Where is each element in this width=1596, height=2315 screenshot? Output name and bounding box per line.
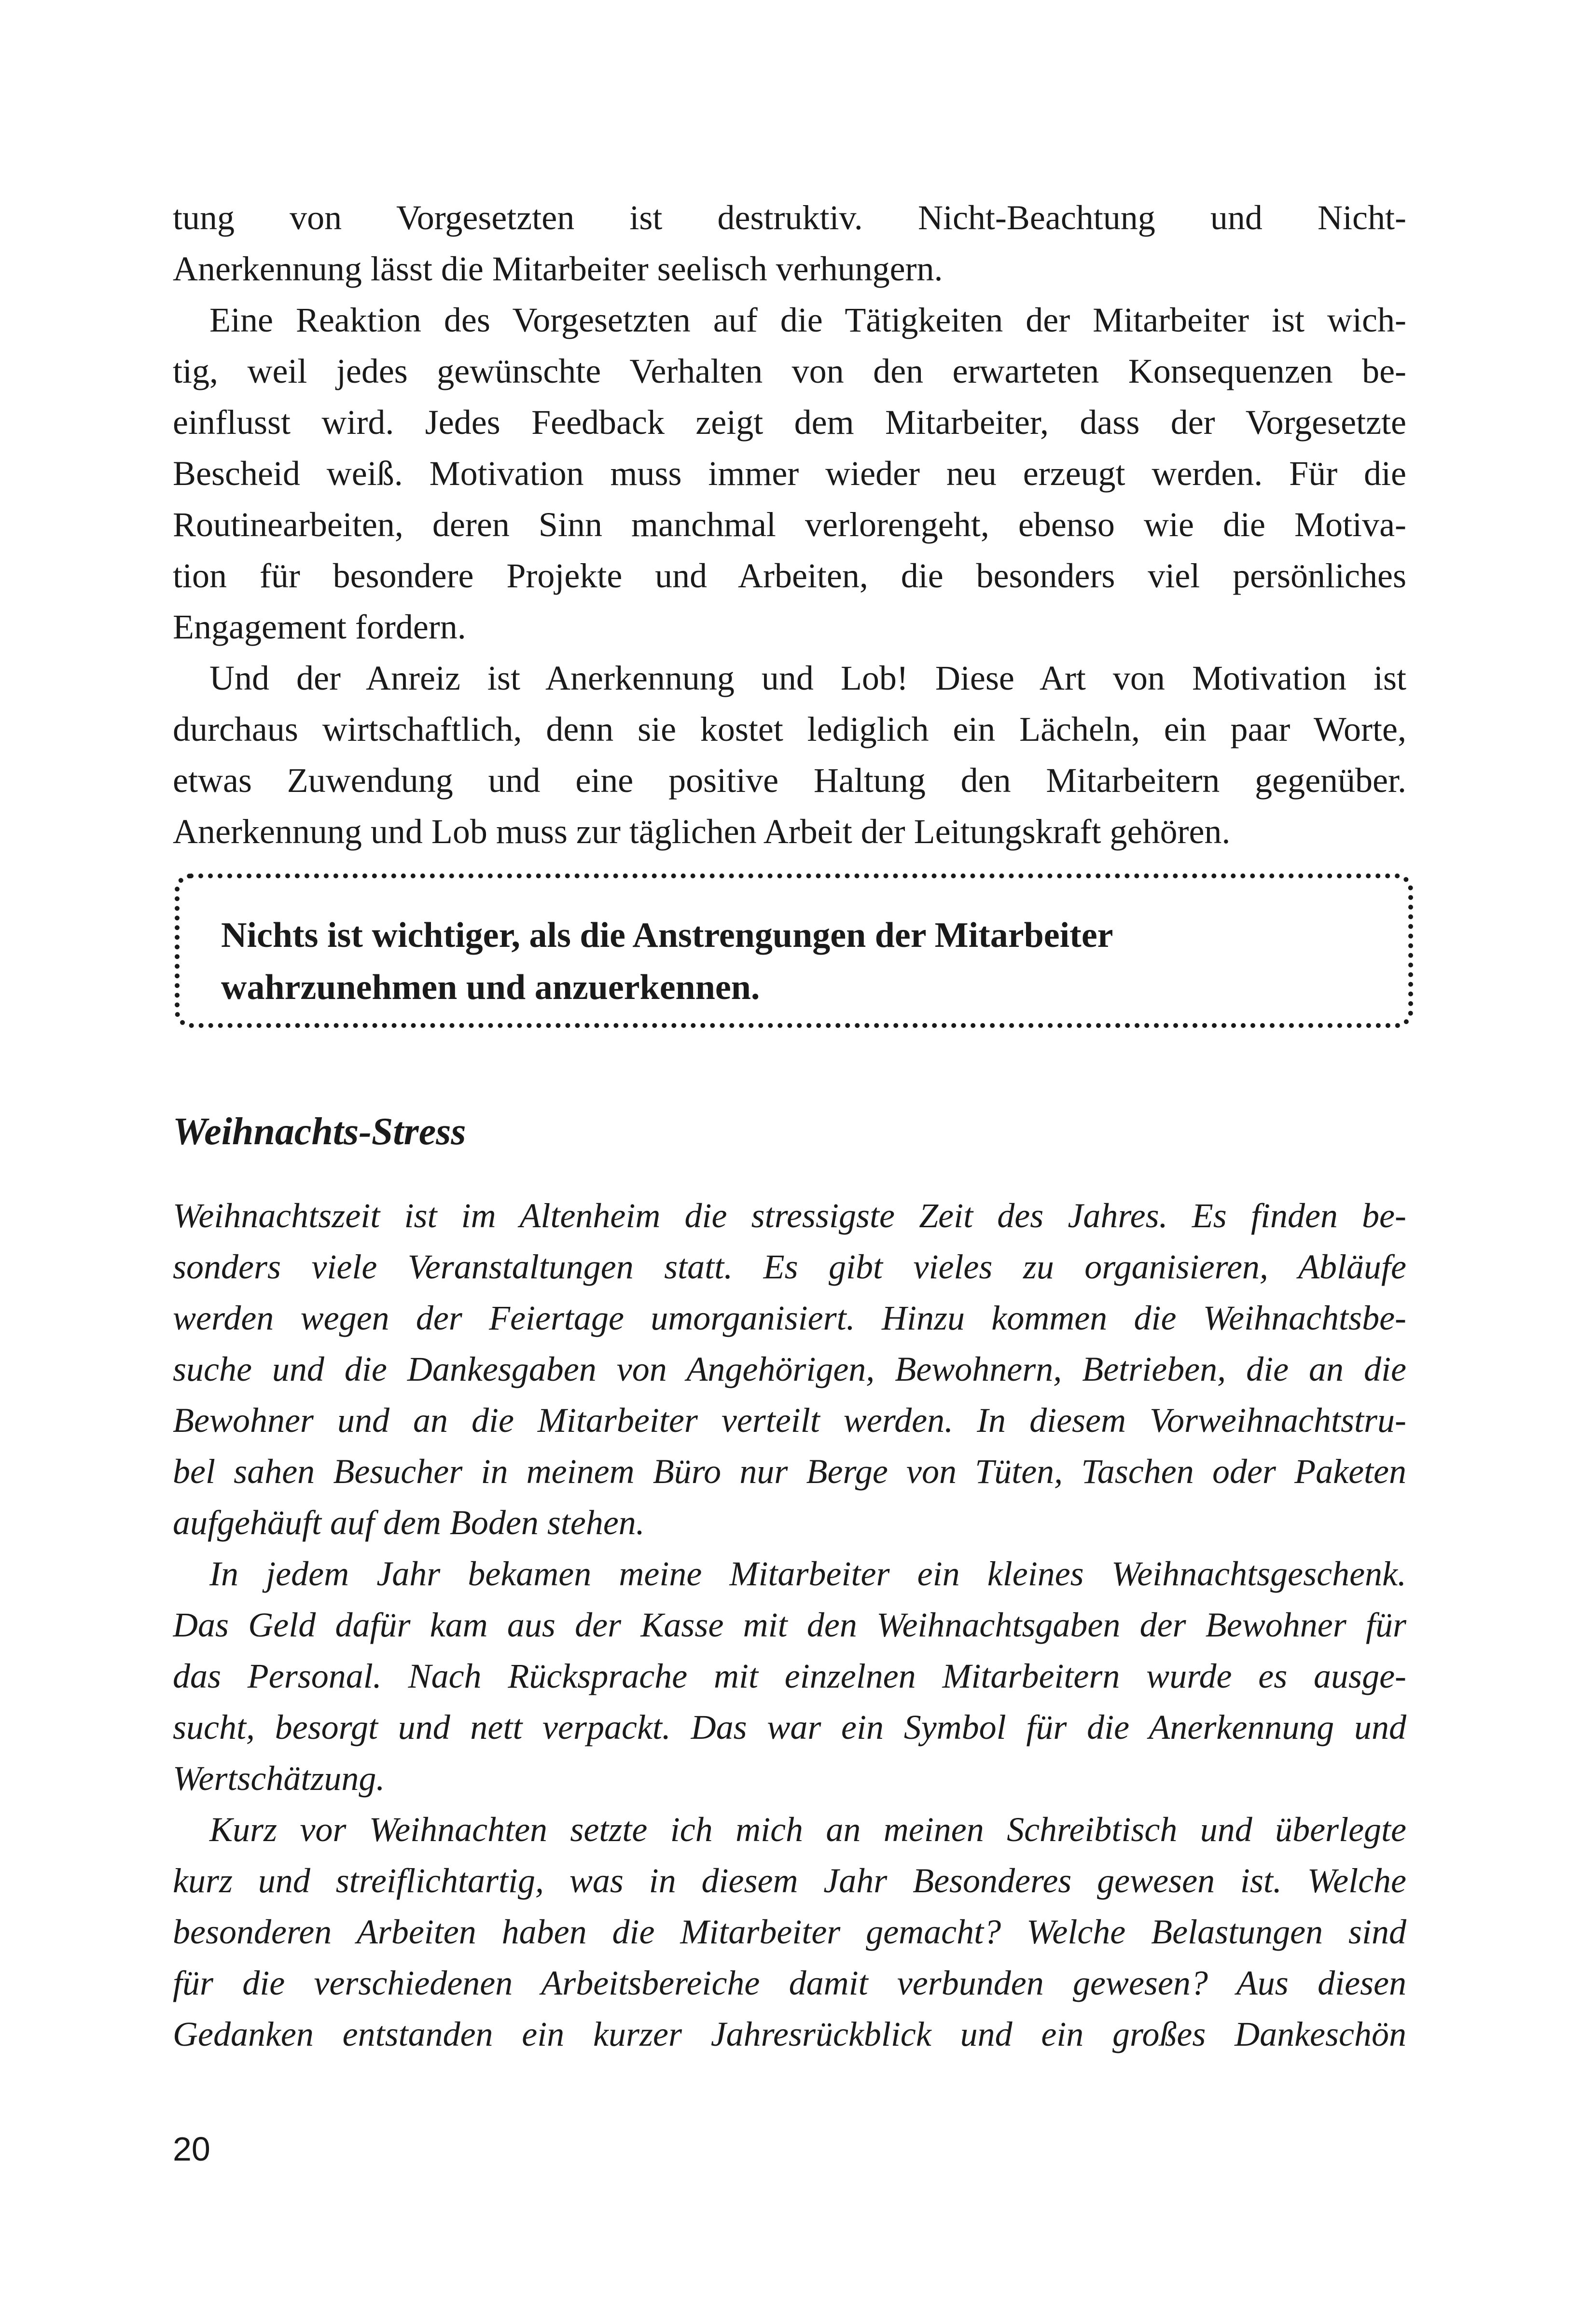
text-line: Und der Anreiz ist Anerkennung und Lob! Diese Art von Motivation ist <box>209 659 1406 697</box>
intro-text <box>173 192 1406 857</box>
text-line: Anerkennung und Lob muss zur täglichen Arbeit der Leitungskraft gehören. <box>173 812 1231 851</box>
text-line: Gedanken entstanden ein kurzer Jahresrückblick und ein großes Dankeschön <box>173 2015 1406 2053</box>
key-message-line: wahrzunehmen und anzuerkennen. <box>221 968 760 1007</box>
text-line: aufgehäuft auf dem Boden stehen. <box>173 1503 645 1542</box>
page-number: 20 <box>173 2130 210 2168</box>
text-line: Eine Reaktion des Vorgesetzten auf die Tätigkeiten der Mitarbeiter ist wich- <box>209 301 1406 339</box>
key-message-box <box>175 873 1413 1028</box>
text-line: etwas Zuwendung und eine positive Haltung den Mitarbeitern gegenüber. <box>173 761 1406 800</box>
text-line: einflusst wird. Jedes Feedback zeigt dem Mitarbeiter, dass der Vorgesetzte <box>173 403 1406 442</box>
section-body <box>173 1190 1406 2060</box>
text-line: Routinearbeiten, deren Sinn manchmal verlorengeht, ebenso wie die Motiva- <box>173 505 1406 544</box>
text-line: tion für besondere Projekte und Arbeiten, die besonders viel persönliches <box>173 556 1406 595</box>
text-line: besonderen Arbeiten haben die Mitarbeiter gemacht? Welche Belastungen sind <box>173 1913 1406 1951</box>
text-line: Weihnachtszeit ist im Altenheim die stressigste Zeit des Jahres. Es finden be- <box>173 1196 1406 1235</box>
section-heading: Weihnachts-Stress <box>173 1110 466 1153</box>
text-line: das Personal. Nach Rücksprache mit einzelnen Mitarbeitern wurde es ausge- <box>173 1657 1406 1695</box>
text-line: werden wegen der Feiertage umorganisiert. Hinzu kommen die Weihnachtsbe- <box>173 1299 1406 1337</box>
text-line: Bewohner und an die Mitarbeiter verteilt werden. In diesem Vorweihnachtstru- <box>173 1401 1406 1440</box>
text-line: Wertschätzung. <box>173 1759 385 1798</box>
text-line: sucht, besorgt und nett verpackt. Das war ein Symbol für die Anerkennung und <box>173 1708 1406 1747</box>
text-line: kurz und streiflichtartig, was in diesem Jahr Besonderes gewesen ist. Welche <box>173 1861 1406 1900</box>
text-line: Bescheid weiß. Motivation muss immer wieder neu erzeugt werden. Für die <box>173 454 1406 493</box>
text-line: für die verschiedenen Arbeitsbereiche damit verbunden gewesen? Aus diesen <box>173 1964 1406 2002</box>
text-line: Das Geld dafür kam aus der Kasse mit den Weihnachtsgaben der Bewohner für <box>173 1606 1406 1644</box>
text-line: In jedem Jahr bekamen meine Mitarbeiter ein kleines Weihnachtsgeschenk. <box>209 1554 1406 1593</box>
text-line: sonders viele Veranstaltungen statt. Es gibt vieles zu organisieren, Abläufe <box>173 1248 1406 1286</box>
text-line: bel sahen Besucher in meinem Büro nur Berge von Tüten, Taschen oder Paketen <box>173 1452 1406 1491</box>
text-line: tung von Vorgesetzten ist destruktiv. Nicht-Beachtung und Nicht- <box>173 198 1406 237</box>
text-line: suche und die Dankesgaben von Angehörigen, Bewohnern, Betrieben, die an die <box>173 1350 1406 1388</box>
key-message-text <box>221 909 1331 1013</box>
text-line: tig, weil jedes gewünschte Verhalten von den erwarteten Konsequenzen be- <box>173 352 1406 390</box>
text-line: Engagement fordern. <box>173 608 466 646</box>
text-line: durchaus wirtschaftlich, denn sie kostet lediglich ein Lächeln, ein paar Worte, <box>173 710 1406 749</box>
text-line: Kurz vor Weihnachten setzte ich mich an meinen Schreibtisch und überlegte <box>209 1810 1406 1849</box>
key-message-line: Nichts ist wichtiger, als die Anstrengungen der Mitarbeiter <box>221 915 1113 955</box>
text-line: Anerkennung lässt die Mitarbeiter seelisch verhungern. <box>173 250 943 288</box>
